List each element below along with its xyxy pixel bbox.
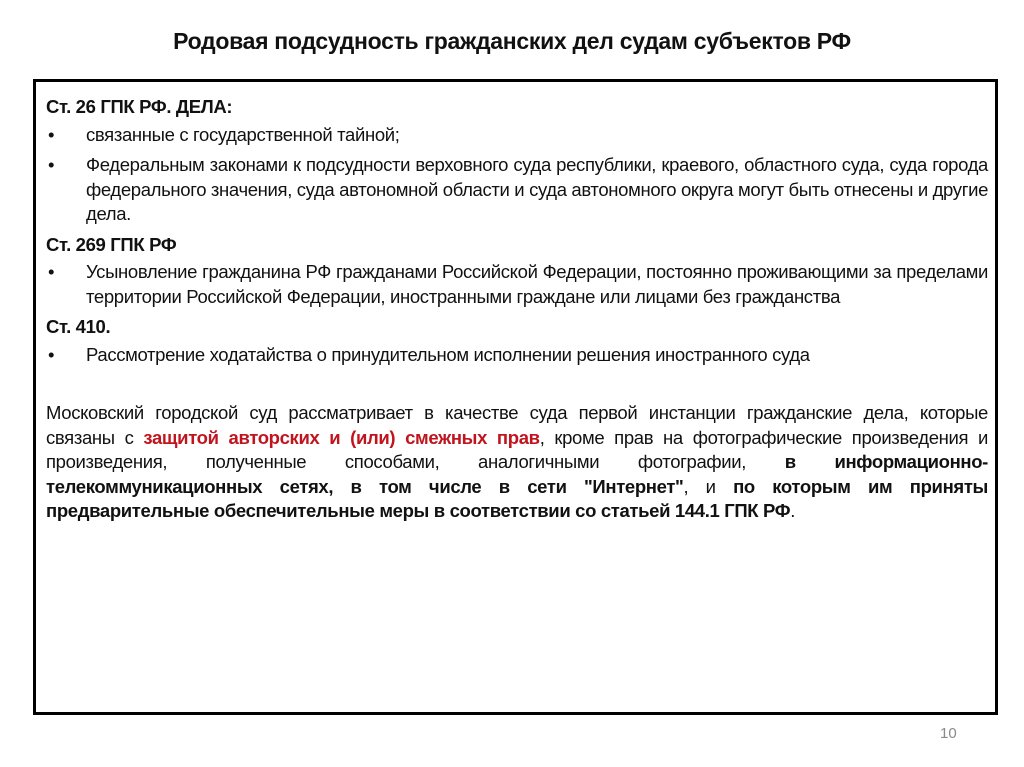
content-frame xyxy=(33,79,998,715)
bullet-icon: • xyxy=(48,261,55,282)
paragraph-text: , кроме прав на фотографические произведения и произведения, полученные способами, аналогичными фотографии, xyxy=(46,426,989,472)
page-number: 10 xyxy=(940,725,957,742)
bold-text: в информационно-телекоммуникационных сетях, в том числе в сети "Интернет" xyxy=(46,451,988,497)
section-heading-art-26: Ст. 26 ГПК РФ. ДЕЛА: xyxy=(46,96,233,117)
paragraph-text: , и xyxy=(683,475,734,497)
bullet-icon: • xyxy=(48,123,55,145)
section-heading-art-410: Ст. 410. xyxy=(46,316,111,337)
highlighted-text: защитой авторских и (или) смежных прав xyxy=(143,426,540,448)
section-heading-art-269: Ст. 269 ГПК РФ xyxy=(46,233,177,255)
bullet-icon: • xyxy=(48,343,55,365)
slide-content xyxy=(46,93,988,524)
list-item: • связанные с государственной тайной; xyxy=(46,123,988,148)
moscow-court-paragraph xyxy=(46,401,988,524)
list-item: • Усыновление гражданина РФ гражданами Российской Федерации, постоянно проживающими за пределами территории Российской Федерации, иностранными граждане или лицами без гражданства xyxy=(46,260,988,309)
list-item: • Федеральным законами к подсудности верховного суда республики, краевого, областного суда, суда города федерального значения, суда автономной области и суда автономного округа могут быть отнесены и другие дела. xyxy=(46,153,988,227)
bullet-icon: • xyxy=(48,154,55,175)
paragraph-text: Московский городской суд рассматривает в качестве суда первой инстанции гражданские дела, которые связаны с xyxy=(46,402,988,448)
slide-title: Родовая подсудность гражданских дел судам субъектов РФ xyxy=(173,28,851,54)
bold-text: по которым им приняты предварительные обеспечительные меры в соответствии со статьей 144.1 ГПК РФ xyxy=(46,475,988,521)
list-item: • Рассмотрение ходатайства о принудительном исполнении решения иностранного суда xyxy=(46,343,988,368)
paragraph-text: . xyxy=(790,500,796,521)
